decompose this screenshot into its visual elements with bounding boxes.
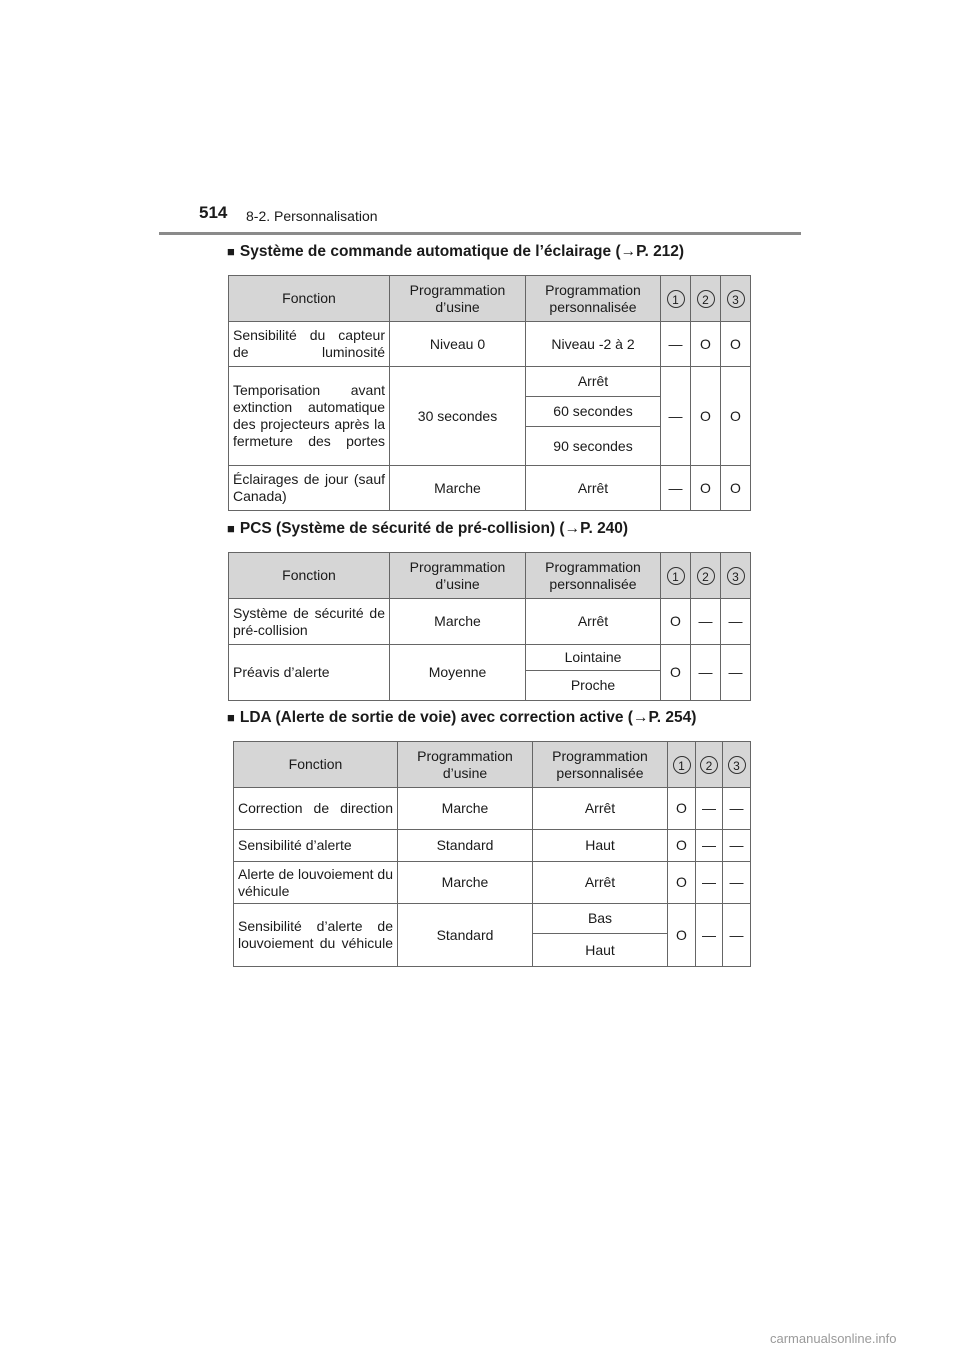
col-3 — [721, 553, 751, 599]
cell-fonction: Sensibilité d’alerte — [234, 830, 398, 862]
cell-fonction: Système de sécurité de pré-collision — [229, 599, 390, 645]
cell-c3: O — [721, 466, 751, 511]
table-lda — [233, 741, 751, 967]
heading-title: PCS (Système de sécurité de pré-collision) ( — [239, 520, 565, 537]
cell-perso: Arrêt — [533, 862, 668, 904]
col-1 — [661, 553, 691, 599]
cell-c3: — — [723, 904, 751, 967]
heading-lda — [227, 709, 696, 727]
cell-fonction: Alerte de louvoiement du véhicule — [234, 862, 398, 904]
watermark: carmanualsonline.info — [770, 1331, 897, 1346]
col-perso: Programmation personnalisée — [526, 276, 661, 322]
cell-perso: Lointaine — [526, 645, 661, 671]
cell-c1: — — [661, 322, 691, 367]
cell-fonction: Sensibilité d’alerte de louvoiement du véhicule — [234, 904, 398, 967]
cell-perso: 60 secondes — [526, 397, 661, 427]
circled-3: 3 — [727, 290, 745, 308]
circled-2: 2 — [697, 290, 715, 308]
circled-1: 1 — [667, 567, 685, 585]
cell-usine: Marche — [390, 599, 526, 645]
cell-c2: — — [696, 788, 723, 830]
col-fonction: Fonction — [229, 553, 390, 599]
table-row — [229, 599, 751, 645]
cell-perso: Arrêt — [526, 367, 661, 397]
cell-usine: Niveau 0 — [390, 322, 526, 367]
cell-c3: O — [721, 322, 751, 367]
arrow-icon: → — [564, 520, 581, 537]
col-fonction: Fonction — [229, 276, 390, 322]
heading-eclairage — [227, 243, 684, 261]
square-bullet-icon: ■ — [227, 521, 235, 536]
circled-1: 1 — [673, 756, 691, 774]
cell-perso: Bas — [533, 904, 668, 934]
cell-usine: 30 secondes — [390, 367, 526, 466]
cell-c3: — — [723, 862, 751, 904]
circled-2: 2 — [700, 756, 718, 774]
cell-c3: — — [721, 599, 751, 645]
cell-perso: Arrêt — [533, 788, 668, 830]
arrow-icon: → — [620, 243, 637, 260]
cell-perso: Arrêt — [526, 599, 661, 645]
col-2 — [696, 742, 723, 788]
circled-1: 1 — [667, 290, 685, 308]
cell-perso: Haut — [533, 934, 668, 967]
table-row — [229, 367, 751, 397]
table-row — [234, 830, 751, 862]
cell-fonction: Éclairages de jour (sauf Canada) — [229, 466, 390, 511]
col-usine: Programmation d’usine — [390, 276, 526, 322]
cell-c2: — — [691, 645, 721, 701]
col-1 — [661, 276, 691, 322]
cell-c1: O — [668, 830, 696, 862]
cell-perso: Haut — [533, 830, 668, 862]
cell-perso: Proche — [526, 671, 661, 701]
section-label: 8-2. Personnalisation — [246, 208, 378, 224]
col-usine: Programmation d’usine — [390, 553, 526, 599]
cell-perso: 90 secondes — [526, 427, 661, 466]
cell-c2: — — [691, 599, 721, 645]
cell-usine: Marche — [398, 788, 533, 830]
cell-c1: O — [668, 862, 696, 904]
table-eclairage — [228, 275, 751, 511]
header-rule — [159, 232, 801, 235]
cell-fonction: Temporisation avant extinction automatique des projecteurs après la fermeture des portes — [229, 367, 390, 466]
col-2 — [691, 553, 721, 599]
col-perso: Programmation personnalisée — [533, 742, 668, 788]
cell-c2: — — [696, 904, 723, 967]
table-row — [229, 322, 751, 367]
cell-c3: — — [721, 645, 751, 701]
col-2 — [691, 276, 721, 322]
cell-fonction: Correction de direction — [234, 788, 398, 830]
heading-title: Système de commande automatique de l’éclairage ( — [239, 243, 621, 260]
cell-c2: O — [691, 322, 721, 367]
circled-3: 3 — [728, 756, 746, 774]
cell-c1: — — [661, 367, 691, 466]
col-1 — [668, 742, 696, 788]
cell-c2: — — [696, 862, 723, 904]
cell-c3: — — [723, 830, 751, 862]
cell-fonction: Sensibilité du capteur de luminosité — [229, 322, 390, 367]
cell-fonction: Préavis d’alerte — [229, 645, 390, 701]
square-bullet-icon: ■ — [227, 710, 235, 725]
cell-usine: Standard — [398, 904, 533, 967]
col-fonction: Fonction — [234, 742, 398, 788]
heading-ref: P. 254) — [648, 709, 697, 726]
arrow-icon: → — [632, 709, 649, 726]
table-row — [234, 788, 751, 830]
cell-c1: O — [668, 904, 696, 967]
col-3 — [721, 276, 751, 322]
circled-3: 3 — [727, 567, 745, 585]
cell-c3: — — [723, 788, 751, 830]
col-perso: Programmation personnalisée — [526, 553, 661, 599]
heading-pcs — [227, 520, 628, 538]
col-3 — [723, 742, 751, 788]
page-number: 514 — [199, 203, 228, 222]
heading-ref: P. 212) — [636, 243, 685, 260]
cell-usine: Marche — [398, 862, 533, 904]
cell-c2: O — [691, 367, 721, 466]
cell-c3: O — [721, 367, 751, 466]
cell-c1: — — [661, 466, 691, 511]
cell-c1: O — [668, 788, 696, 830]
cell-usine: Marche — [390, 466, 526, 511]
col-usine: Programmation d’usine — [398, 742, 533, 788]
cell-usine: Moyenne — [390, 645, 526, 701]
square-bullet-icon: ■ — [227, 244, 235, 259]
cell-perso: Niveau -2 à 2 — [526, 322, 661, 367]
table-row — [229, 466, 751, 511]
cell-c2: O — [691, 466, 721, 511]
circled-2: 2 — [697, 567, 715, 585]
cell-c1: O — [661, 599, 691, 645]
table-row — [234, 904, 751, 934]
heading-ref: P. 240) — [580, 520, 629, 537]
cell-c2: — — [696, 830, 723, 862]
table-row — [229, 645, 751, 671]
table-row — [234, 862, 751, 904]
cell-c1: O — [661, 645, 691, 701]
table-pcs — [228, 552, 751, 701]
cell-perso: Arrêt — [526, 466, 661, 511]
cell-usine: Standard — [398, 830, 533, 862]
heading-title: LDA (Alerte de sortie de voie) avec correction active ( — [239, 709, 633, 726]
